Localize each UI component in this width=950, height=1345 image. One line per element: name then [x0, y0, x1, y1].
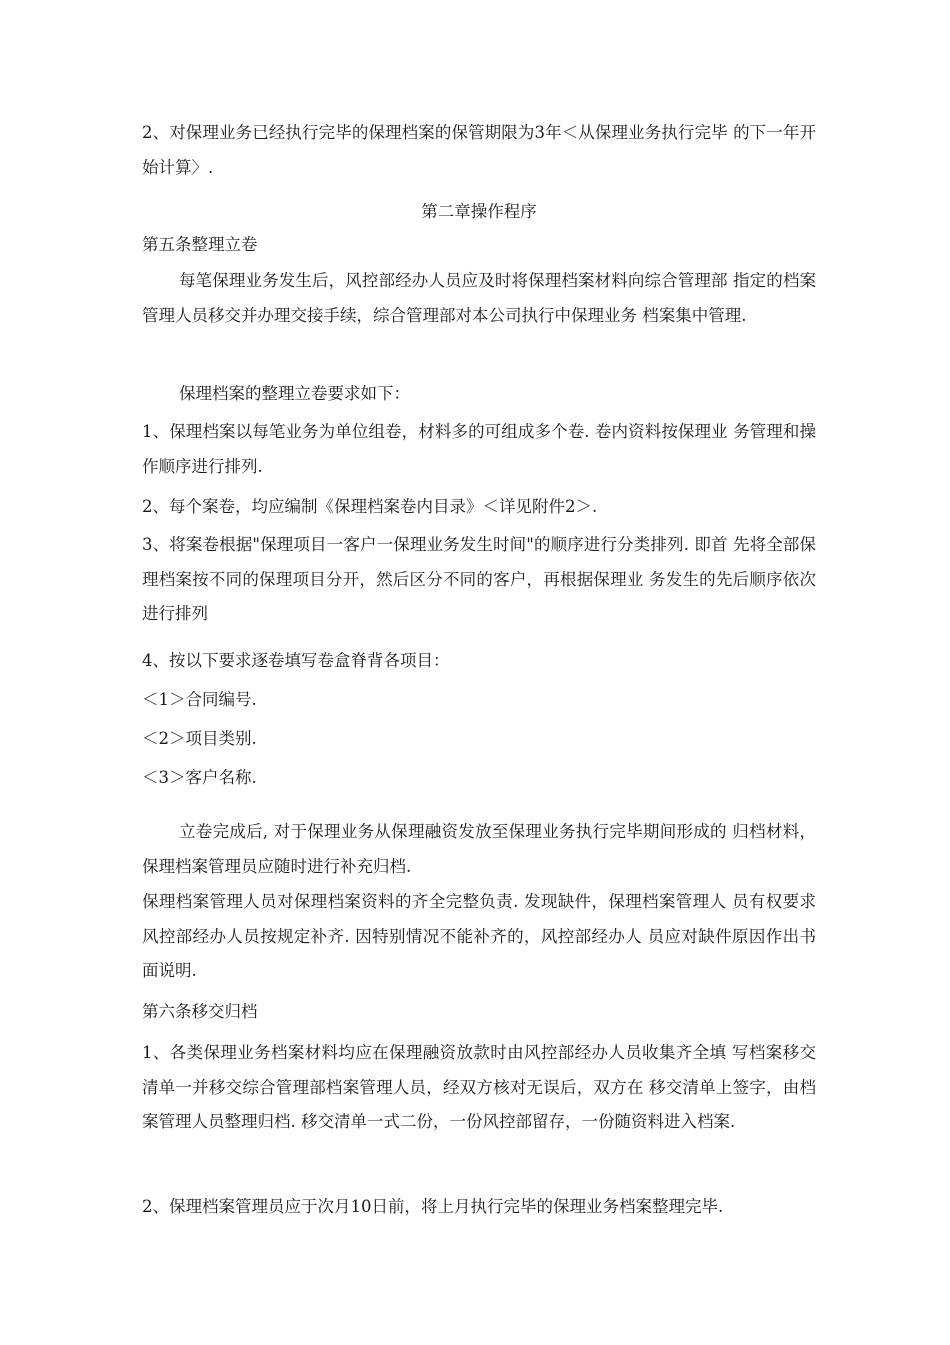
list-item-6-2: 2、保理档案管理员应于次月10日前，将上月执行完毕的保理业务档案整理完毕. — [142, 1197, 724, 1216]
list-item-6-1: 1、各类保理业务档案材料均应在保理融资放款时由风控部经办人员收集齐全填 写档案移交清单一并移交综合管理部档案管理人员，经双方核对无误后，双方在 移交清单上签字，由档案管理人员整理归档. 移交清单一式二份，一份风控部留存，一份随资料进入档案. — [142, 1043, 816, 1131]
paragraph-supplement-filing: 立卷完成后, 对于保理业务从保理融资发放至保理业务执行完毕期间形成的 归档材料，保理档案管理员应随时进行补充归档. — [142, 822, 816, 876]
paragraph-completeness: 保理档案管理人员对保理档案资料的齐全完整负责. 发现缺件，保理档案管理人 员有权要求风控部经办人员按规定补齐. 因特别情况不能补齐的，风控部经办人 员应对缺件原因作出书面说明. — [142, 892, 816, 980]
list-item-1: 1、保理档案以每笔业务为单位组卷，材料多的可组成多个卷. 卷内资料按保理业 务管理和操作顺序进行排列. — [142, 422, 816, 476]
list-item-3: 3、将案卷根据"保理项目一客户一保理业务发生时间"的顺序进行分类排列. 即首 先将全部保理档案按不同的保理项目分开，然后区分不同的客户，再根据保理业 务发生的先后顺序依次进行排列 — [142, 535, 816, 623]
list-item-2: 2、每个案卷，均应编制《保理档案卷内目录》＜详见附件2＞. — [142, 497, 598, 516]
paragraph-retention-period: 2、对保理业务已经执行完毕的保理档案的保管期限为3年＜从保理业务执行完毕 的下一年开始计算〉. — [142, 123, 816, 177]
sub-item-1: ＜1＞合同编号. — [142, 690, 257, 709]
paragraph-requirements-intro: 保理档案的整理立卷要求如下： — [179, 384, 410, 403]
sub-item-3: ＜3＞客户名称. — [142, 768, 257, 787]
sub-item-2: ＜2＞项目类别. — [142, 729, 257, 748]
chapter-title: 第二章操作程序 — [421, 202, 537, 221]
article-5-title: 第五条整理立卷 — [142, 235, 258, 254]
paragraph-handover: 每笔保理业务发生后，风控部经办人员应及时将保理档案材料向综合管理部 指定的档案管理人员移交并办理交接手续，综合管理部对本公司执行中保理业务 档案集中管理. — [142, 271, 816, 325]
list-item-4: 4、按以下要求逐卷填写卷盒脊背各项目： — [142, 651, 450, 670]
article-6-title: 第六条移交归档 — [142, 1002, 258, 1021]
